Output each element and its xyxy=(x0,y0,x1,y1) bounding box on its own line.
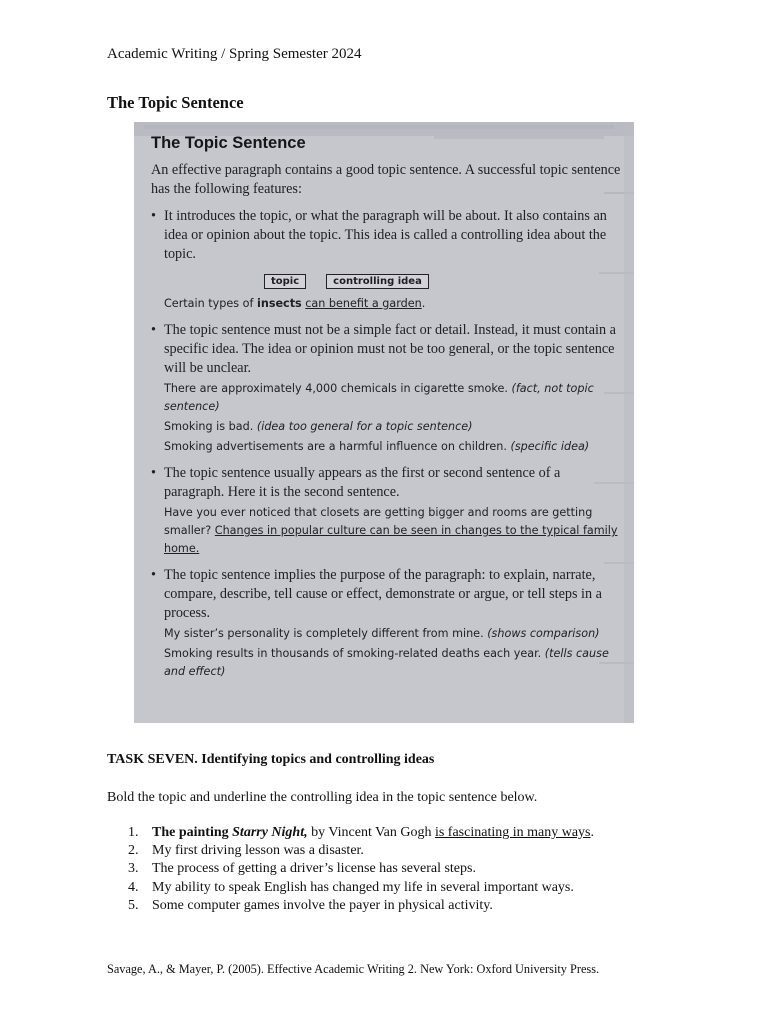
example-text: There are approximately 4,000 chemicals in cigarette smoke. xyxy=(164,382,512,395)
example-sentence xyxy=(151,504,621,558)
header-course: Academic Writing / Spring Semester 2024 xyxy=(107,46,362,62)
example-end: . xyxy=(421,297,426,310)
item-number: 2. xyxy=(128,843,139,859)
feature-bullet xyxy=(151,464,621,502)
section-heading: The Topic Sentence xyxy=(107,93,244,112)
textbook-scan-image xyxy=(134,122,634,723)
textbook-box-title: The Topic Sentence xyxy=(151,134,306,152)
example-sentence xyxy=(151,295,621,313)
example-text: Have you ever noticed that closets are getting bigger and rooms are getting smaller? xyxy=(164,506,593,537)
feature-bullet xyxy=(151,566,621,623)
example-sentence xyxy=(151,380,621,416)
feature-bullet xyxy=(151,207,621,264)
list-item xyxy=(128,825,748,843)
list-item xyxy=(128,843,748,861)
item-number: 4. xyxy=(128,879,139,895)
example-controlling-idea: can benefit a garden xyxy=(305,297,422,310)
example-note: (specific idea) xyxy=(510,440,590,453)
example-sentence xyxy=(151,438,621,456)
example-labels xyxy=(151,271,621,293)
example-underlined-topic-sentence: Changes in popular culture can be seen in changes to the typical family home. xyxy=(164,524,618,555)
list-item xyxy=(128,861,748,879)
feature-text: It introduces the topic, or what the paragraph will be about. It also contains an idea or opinion about the topic. This idea is called a controlling idea about the topic. xyxy=(164,208,607,262)
task-instruction: Bold the topic and underline the controlling idea in the topic sentence below. xyxy=(107,790,538,805)
example-sentence xyxy=(151,418,621,436)
item-number: 5. xyxy=(128,897,139,913)
bullet-dot: • xyxy=(151,208,156,224)
example-text: My sister’s personality is completely different from mine. xyxy=(164,627,488,640)
example-note: (shows comparison) xyxy=(487,627,600,640)
item-text: My first driving lesson was a disaster. xyxy=(152,843,364,859)
list-item xyxy=(128,898,748,916)
example-note: (idea too general for a topic sentence) xyxy=(256,420,473,433)
example-note: (fact, not topic sentence) xyxy=(164,382,594,413)
item-painting-title: Starry Night, xyxy=(232,825,308,840)
item-text: The process of getting a driver’s license has several steps. xyxy=(152,861,476,877)
item-text: Some computer games involve the payer in physical activity. xyxy=(152,897,493,913)
task-list xyxy=(128,825,748,916)
item-text: by Vincent Van Gogh xyxy=(307,825,435,840)
example-text: Smoking results in thousands of smoking-related deaths each year. xyxy=(164,647,545,660)
item-controlling-idea: is fascinating in many ways xyxy=(434,825,591,840)
bullet-dot: • xyxy=(151,567,156,583)
item-end: . xyxy=(590,825,594,840)
bullet-dot: • xyxy=(151,322,156,338)
list-item xyxy=(128,880,748,898)
feature-text: The topic sentence usually appears as the first or second sentence of a paragraph. Here it is the second sentence. xyxy=(164,465,561,500)
example-text: Smoking is bad. xyxy=(164,420,257,433)
task-title: TASK SEVEN. Identifying topics and controlling ideas xyxy=(107,752,435,767)
item-text: My ability to speak English has changed my life in several important ways. xyxy=(152,879,574,895)
item-number: 1. xyxy=(128,825,139,840)
topic-label: topic xyxy=(264,274,306,289)
bullet-dot: • xyxy=(151,465,156,481)
textbook-intro: An effective paragraph contains a good topic sentence. A successful topic sentence has the following features: xyxy=(151,162,621,197)
example-sentence xyxy=(151,625,621,643)
citation: Savage, A., & Mayer, P. (2005). Effective Academic Writing 2. New York: Oxford University Press. xyxy=(107,962,600,976)
feature-text: The topic sentence implies the purpose of the paragraph: to explain, narrate, compare, describe, tell cause or effect, demonstrate or argue, or tell steps in a process. xyxy=(164,567,602,621)
example-text: Smoking advertisements are a harmful influence on children. xyxy=(164,440,511,453)
example-note: (tells cause and effect) xyxy=(164,647,609,678)
example-lead: Certain types of xyxy=(164,297,258,310)
feature-text: The topic sentence must not be a simple fact or detail. Instead, it must contain a specific idea. The idea or opinion must not be too general, or the topic sentence will be unclear. xyxy=(164,322,616,376)
controlling-idea-label: controlling idea xyxy=(326,274,429,289)
item-topic: The painting xyxy=(152,825,233,840)
example-sentence xyxy=(151,645,621,681)
feature-bullet xyxy=(151,321,621,378)
example-topic: insects xyxy=(257,297,302,310)
item-number: 3. xyxy=(128,861,139,877)
